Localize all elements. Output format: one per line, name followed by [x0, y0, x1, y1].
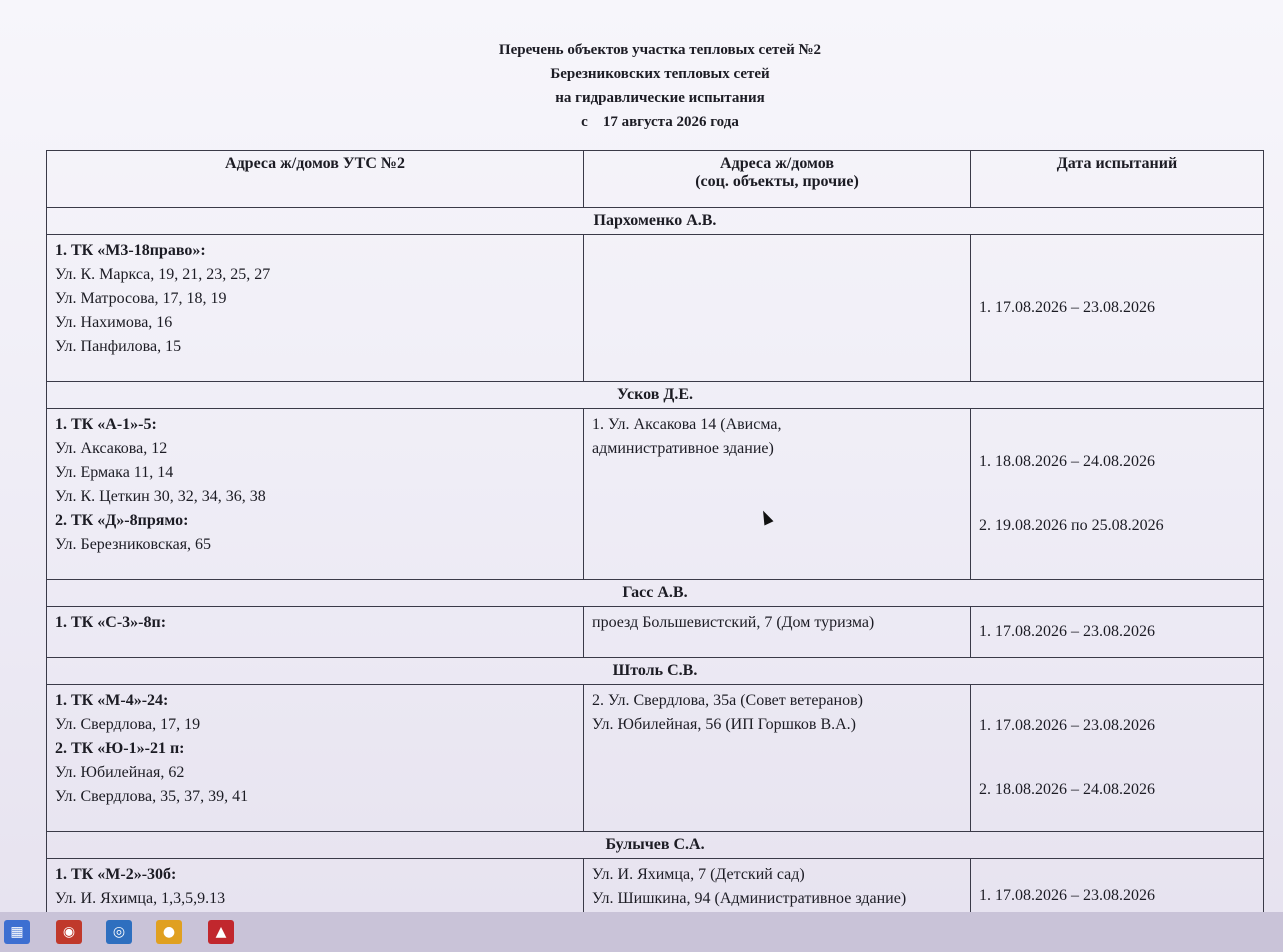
object-line: Ул. И. Яхимца, 7 (Детский сад) [592, 866, 805, 883]
address-line: Ул. И. Яхимца, 1,3,5,9.13 [55, 890, 226, 907]
cell-col1 [47, 607, 584, 658]
section-row [47, 208, 1264, 235]
cell-col1 [47, 409, 584, 580]
object-line: Ул. Юбилейная, 56 (ИП Горшков В.А.) [592, 716, 856, 733]
address-line: Ул. Нахимова, 16 [55, 314, 173, 331]
heading-line-1: Перечень объектов участка тепловых сетей №2 [498, 42, 822, 58]
object-line: 1. Ул. Аксакова 14 (Ависма, [592, 416, 782, 433]
heading-line-2: Березниковских тепловых сетей [550, 66, 770, 82]
address-line: Ул. Свердлова, 17, 19 [55, 716, 201, 733]
address-line: Ул. Ермака 11, 14 [55, 464, 174, 481]
app-icon[interactable]: ◉ [56, 920, 82, 944]
cell-col1 [47, 235, 584, 382]
section-responsible: Булычев С.А. [47, 832, 1264, 859]
taskbar [0, 912, 1283, 952]
address-line: Ул. Панфилова, 15 [55, 338, 182, 355]
object-line: проезд Большевистский, 7 (Дом туризма) [592, 614, 875, 631]
test-schedule-table [46, 150, 1264, 934]
address-line: Ул. Матросова, 17, 18, 19 [55, 290, 227, 307]
address-line: 1. ТК «М-4»-24: [55, 692, 169, 709]
table-body [47, 208, 1264, 934]
object-line: 2. Ул. Свердлова, 35а (Совет ветеранов) [592, 692, 863, 709]
table-row [47, 607, 1264, 658]
test-date-range: 1. 17.08.2026 – 23.08.2026 [979, 717, 1155, 734]
section-row [47, 832, 1264, 859]
section-row [47, 382, 1264, 409]
address-line: 1. ТК «М-2»-30б: [55, 866, 177, 883]
test-date-range: 2. 18.08.2026 – 24.08.2026 [979, 781, 1155, 798]
chrome-icon[interactable]: ● [156, 920, 182, 944]
address-line: Ул. Березниковская, 65 [55, 536, 212, 553]
cell-col2 [584, 409, 971, 580]
address-line: Ул. Аксакова, 12 [55, 440, 168, 457]
table-row [47, 409, 1264, 580]
browser-icon[interactable]: ◎ [106, 920, 132, 944]
document-heading [420, 38, 900, 134]
address-line: 2. ТК «Ю-1»-21 п: [55, 740, 185, 757]
address-line: Ул. Юбилейная, 62 [55, 764, 185, 781]
test-date-range: 1. 17.08.2026 – 23.08.2026 [979, 299, 1155, 316]
heading-line-4: с 17 августа 2026 года [581, 114, 739, 130]
header-col-addresses: Адреса ж/домов УТС №2 [47, 151, 584, 208]
table-row [47, 235, 1264, 382]
cell-col3 [971, 607, 1264, 658]
section-responsible: Штоль С.В. [47, 658, 1264, 685]
header-col-social-objects: Адреса ж/домов (соц. объекты, прочие) [584, 151, 971, 208]
address-line: Ул. К. Маркса, 19, 21, 23, 25, 27 [55, 266, 271, 283]
section-row [47, 580, 1264, 607]
address-line: 1. ТК «С-3»-8п: [55, 614, 167, 631]
cell-col2 [584, 607, 971, 658]
cell-col3 [971, 685, 1264, 832]
section-responsible: Усков Д.Е. [47, 382, 1264, 409]
section-responsible: Гасс А.В. [47, 580, 1264, 607]
address-line: 1. ТК «А-1»-5: [55, 416, 157, 433]
address-line: Ул. К. Цеткин 30, 32, 34, 36, 38 [55, 488, 266, 505]
section-responsible: Пархоменко А.В. [47, 208, 1264, 235]
address-line: Ул. Свердлова, 35, 37, 39, 41 [55, 788, 249, 805]
section-row [47, 658, 1264, 685]
cell-col3 [971, 409, 1264, 580]
address-line: 1. ТК «М3-18право»: [55, 242, 206, 259]
object-line: Ул. Шишкина, 94 (Административное здание) [592, 890, 907, 907]
test-date-range: 1. 18.08.2026 – 24.08.2026 [979, 453, 1155, 470]
pdf-icon[interactable]: ▲ [208, 920, 234, 944]
table-header-row [47, 151, 1264, 208]
header-col-test-dates: Дата испытаний [971, 151, 1264, 208]
test-date-range: 2. 19.08.2026 по 25.08.2026 [979, 517, 1164, 534]
cell-col1 [47, 685, 584, 832]
cell-col2 [584, 685, 971, 832]
windows-icon[interactable]: ▦ [4, 920, 30, 944]
heading-line-3: на гидравлические испытания [555, 90, 765, 106]
table-row [47, 685, 1264, 832]
cell-col2 [584, 235, 971, 382]
test-date-range: 1. 17.08.2026 – 23.08.2026 [979, 887, 1155, 904]
test-date-range: 1. 17.08.2026 – 23.08.2026 [979, 623, 1155, 640]
cell-col3 [971, 235, 1264, 382]
address-line: 2. ТК «Д»-8прямо: [55, 512, 189, 529]
object-line: административное здание) [592, 440, 774, 457]
